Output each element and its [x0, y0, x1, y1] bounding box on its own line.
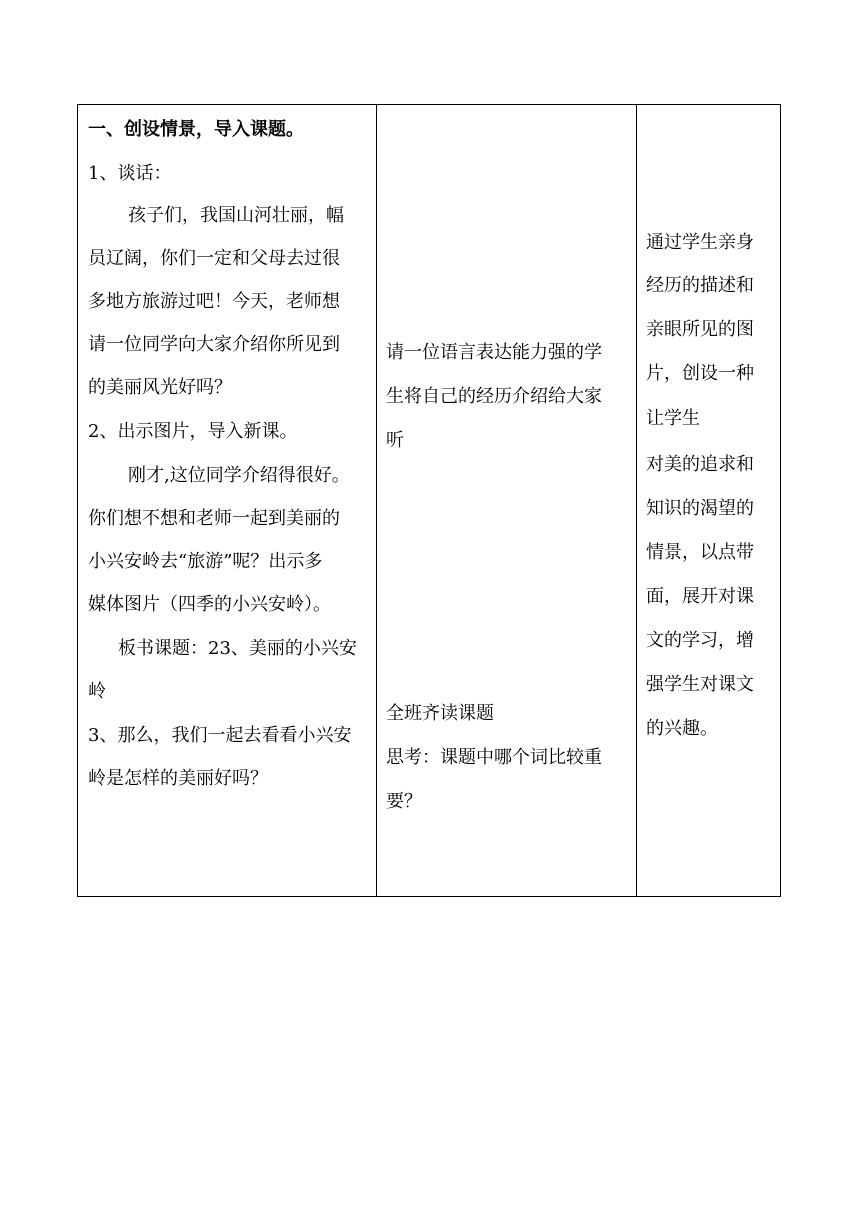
step2-title: 2、出示图片，导入新课。	[88, 421, 298, 442]
intent-line-8: 情景，以点带	[646, 542, 754, 563]
step1-line-4: 请一位同学向大家介绍你所见到	[88, 334, 340, 355]
intent-line-7: 知识的渴望的	[646, 498, 754, 519]
intent-line-1: 通过学生亲身	[646, 232, 754, 253]
step2-line-3: 小兴安岭去“旅游”呢？出示多	[88, 551, 323, 572]
step1-line-1: 孩子们，我国山河壮丽，幅	[128, 205, 344, 226]
activity2-line-1: 全班齐读课题	[386, 703, 494, 724]
section-heading: 一、创设情景，导入课题。	[88, 119, 304, 140]
step3-line-2: 岭是怎样的美丽好吗？	[88, 768, 268, 789]
lesson-plan-table	[77, 104, 781, 897]
board-title-line-2: 岭	[88, 681, 106, 702]
step1-line-3: 多地方旅游过吧！今天，老师想	[88, 291, 340, 312]
step1-line-5: 的美丽风光好吗？	[88, 377, 232, 398]
intent-line-5: 让学生	[646, 408, 700, 429]
step2-line-1: 刚才,这位同学介绍得很好。	[128, 465, 350, 486]
board-title-line-1: 板书课题：23、美丽的小兴安	[118, 638, 357, 659]
activity1-line-2: 生将自己的经历介绍给大家	[386, 386, 602, 407]
step3-line-1: 3、那么，我们一起去看看小兴安	[88, 725, 352, 746]
step2-line-4: 媒体图片（四季的小兴安岭）。	[88, 594, 331, 615]
intent-line-12: 的兴趣。	[646, 718, 718, 739]
intent-line-2: 经历的描述和	[646, 275, 754, 296]
intent-line-11: 强学生对课文	[646, 674, 754, 695]
intent-line-9: 面，展开对课	[646, 586, 754, 607]
activity1-line-1: 请一位语言表达能力强的学	[386, 342, 602, 363]
activity2-line-3: 要？	[386, 791, 422, 812]
design-intent-column	[637, 105, 780, 896]
intent-line-10: 文的学习，增	[646, 630, 754, 651]
intent-line-6: 对美的追求和	[646, 454, 754, 475]
activity2-line-2: 思考：课题中哪个词比较重	[386, 747, 602, 768]
activity1-line-3: 听	[386, 430, 404, 451]
step1-line-2: 员辽阔，你们一定和父母去过很	[88, 248, 340, 269]
intent-line-4: 片，创设一种	[646, 363, 754, 384]
intent-line-3: 亲眼所见的图	[646, 319, 754, 340]
step1-title: 1、谈话：	[88, 163, 172, 184]
teaching-process-column	[78, 105, 377, 896]
student-activity-column	[377, 105, 637, 896]
step2-line-2: 你们想不想和老师一起到美丽的	[88, 508, 340, 529]
